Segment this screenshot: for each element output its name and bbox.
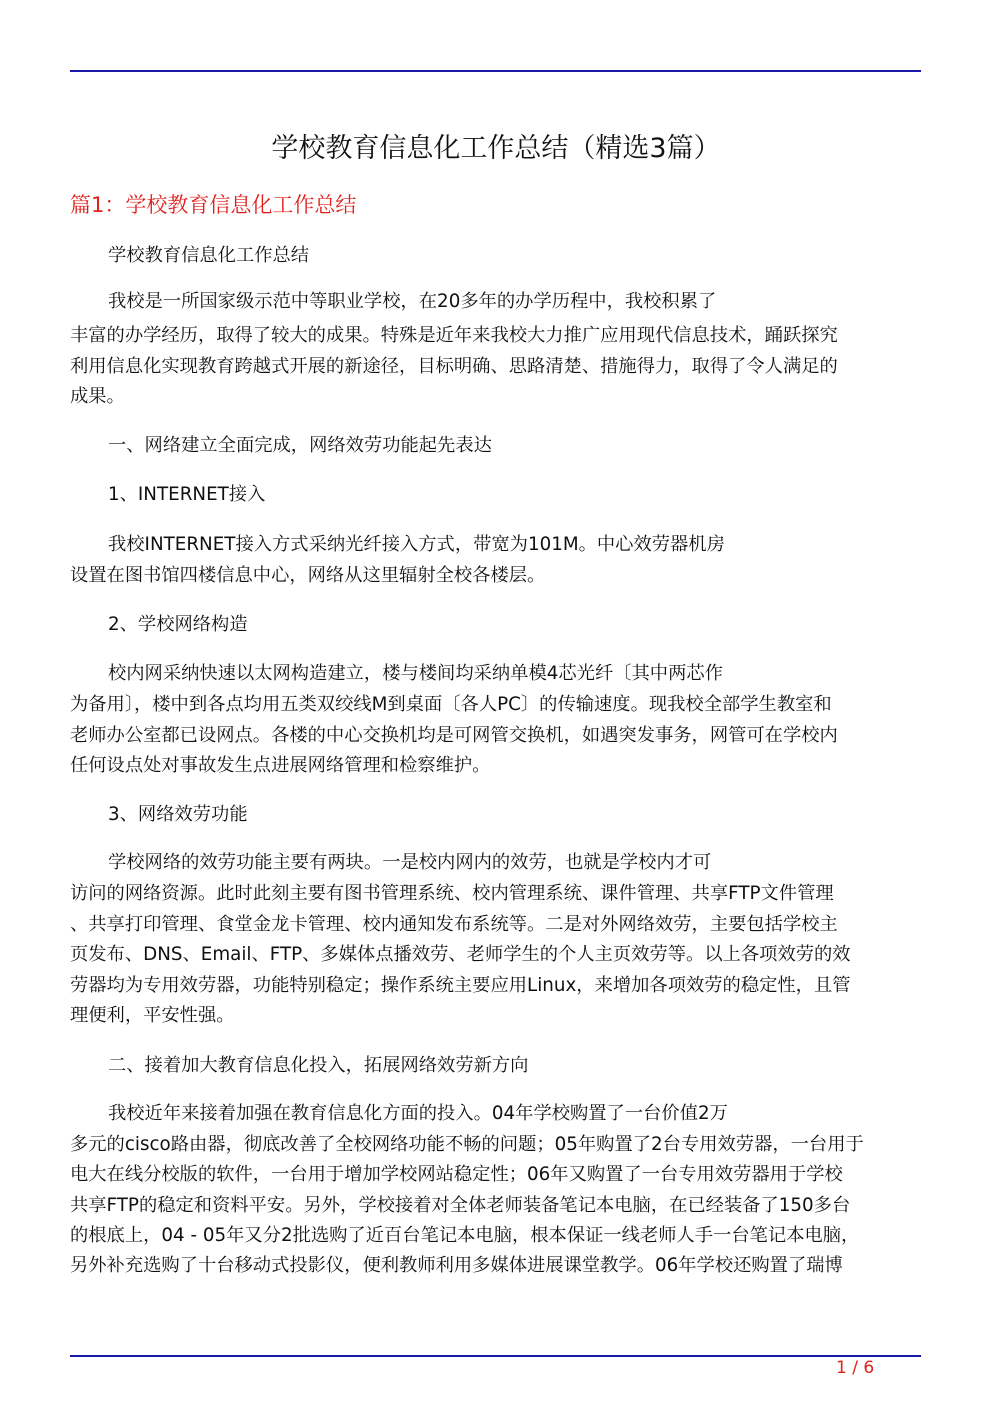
header-rule xyxy=(70,70,921,72)
text-line: 3、网络效劳功能 xyxy=(108,804,248,825)
text-line: 一、网络建立全面完成，网络效劳功能起先表达 xyxy=(108,435,492,456)
text-line: 页发布、DNS、Email、FTP、多媒体点播效劳、老师学生的个人主页效劳等。以上各项效劳的效 xyxy=(70,944,851,965)
page-number: 1 / 6 xyxy=(836,1358,875,1378)
text-line: 学校网络的效劳功能主要有两块。一是校内网内的效劳，也就是学校内才可 xyxy=(108,852,712,873)
text-line: 访问的网络资源。此时此刻主要有图书管理系统、校内管理系统、课件管理、共享FTP文件管理 xyxy=(70,883,834,904)
text-line: 二、接着加大教育信息化投入，拓展网络效劳新方向 xyxy=(108,1055,529,1076)
text-line: 电大在线分校版的软件，一台用于增加学校网站稳定性；06年又购置了一台专用效劳器用于学校 xyxy=(70,1164,843,1185)
text-line: 丰富的办学经历，取得了较大的成果。特殊是近年来我校大力推广应用现代信息技术，踊跃探究 xyxy=(70,325,838,346)
text-line: 多元的cisco路由器，彻底改善了全校网络功能不畅的问题；05年购置了2台专用效劳器，一台用于 xyxy=(70,1134,864,1155)
text-line: 的根底上，04 - 05年又分2批选购了近百台笔记本电脑，根本保证一线老师人手一台笔记本电脑， xyxy=(70,1225,860,1246)
text-line: 共享FTP的稳定和资料平安。另外，学校接着对全体老师装备笔记本电脑，在已经装备了150多台 xyxy=(70,1195,851,1216)
text-line: 我校是一所国家级示范中等职业学校，在20多年的办学历程中，我校积累了 xyxy=(108,291,717,312)
document-title: 学校教育信息化工作总结（精选3篇） xyxy=(271,133,721,164)
text-line: 另外补充选购了十台移动式投影仪，便利教师利用多媒体进展课堂教学。06年学校还购置了瑞博 xyxy=(70,1255,843,1276)
text-line: 1、INTERNET接入 xyxy=(108,484,266,505)
footer-rule xyxy=(70,1355,921,1357)
text-line: 理便利，平安性强。 xyxy=(70,1005,235,1026)
text-line: 老师办公室都已设网点。各楼的中心交换机均是可网管交换机，如遇突发事务，网管可在学校内 xyxy=(70,725,838,746)
text-line: 劳器均为专用效劳器，功能特别稳定；操作系统主要应用Linux，来增加各项效劳的稳定性，且管 xyxy=(70,975,851,996)
text-line: 成果。 xyxy=(70,386,125,407)
text-line: 为备用〕，楼中到各点均用五类双绞线M到桌面〔各人PC〕的传输速度。现我校全部学生教室和 xyxy=(70,694,832,715)
text-line: 学校教育信息化工作总结 xyxy=(108,245,310,266)
text-line: 我校近年来接着加强在教育信息化方面的投入。04年学校购置了一台价值2万 xyxy=(108,1103,728,1124)
text-line: 设置在图书馆四楼信息中心，网络从这里辐射全校各楼层。 xyxy=(70,565,546,586)
section-heading: 篇1：学校教育信息化工作总结 xyxy=(70,193,357,217)
text-line: 我校INTERNET接入方式采纳光纤接入方式，带宽为101M。中心效劳器机房 xyxy=(108,534,725,555)
text-line: 校内网采纳快速以太网构造建立，楼与楼间均采纳单模4芯光纤〔其中两芯作 xyxy=(108,663,723,684)
text-line: 2、学校网络构造 xyxy=(108,614,248,635)
text-line: 任何设点处对事故发生点进展网络管理和检察维护。 xyxy=(70,755,491,776)
text-line: 利用信息化实现教育跨越式开展的新途径，目标明确、思路清楚、措施得力，取得了令人满足的 xyxy=(70,356,838,377)
text-line: 、共享打印管理、食堂金龙卡管理、校内通知发布系统等。二是对外网络效劳，主要包括学校主 xyxy=(70,914,838,935)
